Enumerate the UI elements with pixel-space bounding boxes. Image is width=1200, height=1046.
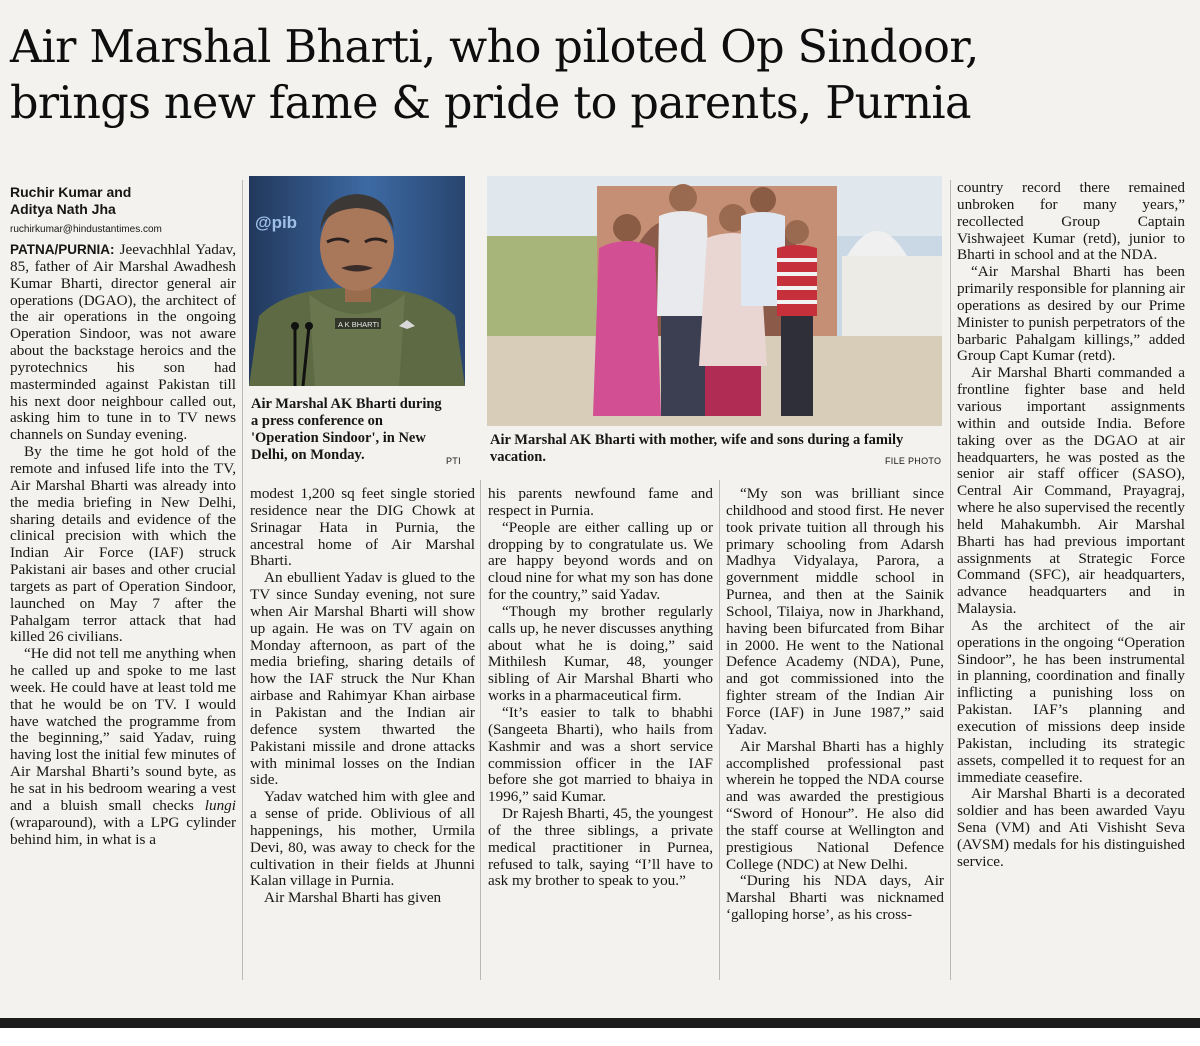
article-column-3 (488, 486, 713, 890)
photo1-nameplate: A K BHARTI (338, 320, 380, 329)
col1-paragraph-1 (10, 242, 236, 444)
article-column-2 (250, 486, 475, 907)
col1-paragraph-3-text-a: “He did not tell me anything when he called up and spoke to me last week. He could have at least told me that he would be on TV. I would have watched the programme from the beginning,” said Yadav, ruing having lost the initial few minutes of Air Marshal Bharti’s sound byte, as he sat in his bedroom wearing a vest and a bluish small checks (10, 645, 236, 814)
col2-paragraph-2: An ebullient Yadav is glued to the TV since Sunday evening, not sure when Air Marshal Bharti will show up again. He was on TV again on Monday afternoon, as part of the media briefing, sharing details of how the IAF struck the Nur Khan airbase and Rahimyar Khan airbase in Pakistan and the Indian air defence system thwarted the Pakistani missile and drone attacks with minimal losses on the Indian side. (250, 569, 475, 789)
col3-paragraph-3: “Though my brother regularly calls up, he never discusses anything about what he is doing,” said Mithilesh Kumar, 48, younger sibling of Air Marshal Bharti who works in a pharmaceutical firm. (488, 602, 713, 705)
col1-paragraph-3-italic: lungi (204, 796, 236, 814)
air-marshal-portrait-icon (249, 176, 465, 386)
photo2-credit: FILE PHOTO (885, 456, 942, 466)
col4-paragraph-2: Air Marshal Bharti has a highly accomplished professional past wherein he topped the NDA course and was awarded the prestigious “Sword of Honour”. He also did the staff course at Wellington and prestigious National Defence College (NDC) at New Delhi. (726, 737, 944, 873)
photo1-caption: Air Marshal AK Bharti during a press conference on 'Operation Sindoor', in New Delhi, on Monday. (251, 396, 442, 463)
col5-paragraph-4: As the architect of the air operations in the ongoing “Operation Sindoor”, he has been instrumental in planning, coordination and finally inflicting a punishing loss on Pakistan. IAF’s planning and execution of missions deep inside Pakistan, including its strategic assets, compelled it to request for an immediate ceasefire. (957, 616, 1185, 786)
col3-paragraph-5: Dr Rajesh Bharti, 45, the youngest of the three siblings, a private medical practitioner in Purnea, refused to talk, saying “I’ll have to ask my brother to speak to you.” (488, 805, 713, 890)
photo1-credit: PTI (446, 456, 461, 466)
headline-line-2: brings new fame & pride to parents, Purnia (10, 78, 971, 129)
byline (10, 184, 236, 218)
son-figure (657, 184, 709, 416)
col1-paragraph-1-text: Jeevachhlal Yadav, 85, father of Air Marshal Awadhesh Kumar Bharti, director general air operations (DGAO), the architect of the air operations in the ongoing Operation Sindoor, was not aware about the backstage heroics and the pyrotechnics his son had masterminded against Pakistan till his next door neighbour called out, asking him to tune in to TV news channels on Sunday evening. (10, 241, 236, 444)
photo1-backdrop-text: @pib (255, 213, 298, 232)
headline-line-1: Air Marshal Bharti, who piloted Op Sindoor, (10, 22, 979, 73)
col5-paragraph-2: “Air Marshal Bharti has been primarily responsible for planning air operations as desired by our Prime Minister to punish perpetrators of the barbaric Pahalgam killings,” added Group Capt Kumar (retd). (957, 263, 1185, 365)
article-column-5 (957, 180, 1185, 871)
col1-paragraph-2: By the time he got hold of the remote and infused life into the TV, Air Marshal Bharti was already into the media briefing in New Delhi, sharing details and evidence of the clinical precision with which the Indian Air Force (IAF) struck Pakistani air bases and other crucial targets as part of Operation Sindoor, launched on May 7 after the Pahalgam terror attack that had killed 26 civilians. (10, 443, 236, 646)
col2-paragraph-3: Yadav watched him with glee and a sense of pride. Oblivious of all happenings, his mother, Urmila Devi, 80, was away to check for the cultivation in their fields at Jhunni Kalan village in Purnia. (250, 788, 475, 890)
col3-paragraph-1: his parents newfound fame and respect in Purnia. (488, 485, 713, 519)
headline (10, 20, 1195, 132)
col5-paragraph-5: Air Marshal Bharti is a decorated soldier and has been awarded Vayu Sena (VM) and Ati Vishisht Seva (AVSM) medals for his distinguished service. (957, 785, 1185, 870)
column-rule (719, 480, 720, 980)
col5-paragraph-3: Air Marshal Bharti commanded a frontline fighter base and held various important assignments within and outside India. Before taking over as the DGAO at air headquarters, he was posted as the senior air staff officer (SASO), Central Air Command, Prayagraj, where he also supervised the recently held Mahakumbh. Air Marshal Bharti has had previous important assignments at Strategic Force Command (SFC), air headquarters, advance headquarters and in Malaysia. (957, 364, 1185, 618)
col4-paragraph-1: “My son was brilliant since childhood and stood first. He never took private tuition all through his primary schooling from Adarsh Madhya Vidyalaya, Parora, a government middle school in Purnea, and then at the Sainik School, Tilaiya, now in Jharkhand, having been bifurcated from Bihar in 2000. He went to the National Defence Academy (NDA), Pune, and got commissioned into the fighter stream of the Indian Air Force (IAF) in June 1987,” said Yadav. (726, 485, 944, 738)
col2-paragraph-1: modest 1,200 sq feet single storied residence near the DIG Chowk at Srinagar Hata in Purnia, the ancestral home of Air Marshal Bharti. (250, 485, 475, 570)
col2-paragraph-4: Air Marshal Bharti has given (264, 889, 442, 907)
author-email: ruchirkumar@hindustantimes.com (10, 224, 162, 235)
byline-author-1: Ruchir Kumar and (10, 184, 132, 200)
article-column-4 (726, 486, 944, 924)
photo2-caption: Air Marshal AK Bharti with mother, wife and sons during a family vacation. (490, 432, 904, 465)
column-rule (480, 480, 481, 980)
article-column-1 (10, 184, 236, 848)
press-conference-photo (249, 176, 465, 386)
column-rule (242, 180, 243, 980)
family-photo-icon (487, 176, 942, 426)
col4-paragraph-3: “During his NDA days, Air Marshal Bharti was nicknamed ‘galloping horse’, as his cross- (726, 872, 944, 924)
col3-paragraph-4: “It’s easier to talk to bhabhi (Sangeeta Bharti), who hails from Kashmir and was a short service commission officer in the IAF before she got married to bhaiya in 1996,” said Kumar. (488, 703, 713, 806)
byline-author-2: Aditya Nath Jha (10, 201, 116, 217)
dateline: PATNA/PURNIA: (10, 242, 115, 257)
col5-paragraph-1: country record there remained unbroken for many years,” recollected Group Captain Vishwajeet Kumar (retd), junior to Bharti in school and at the NDA. (957, 179, 1185, 264)
younger-son-figure (777, 220, 817, 416)
col3-paragraph-2: “People are either calling up or dropping by to congratulate us. We are happy beyond words and on cloud nine for what my son has done for the country,” said Yadav. (488, 518, 713, 604)
family-vacation-photo (487, 176, 942, 426)
col1-paragraph-3-text-c: (wraparound), with a LPG cylinder behind him, in what is a (10, 813, 236, 848)
bottom-divider-bar (0, 1018, 1200, 1028)
col1-paragraph-3 (10, 646, 236, 848)
column-rule (950, 180, 951, 980)
